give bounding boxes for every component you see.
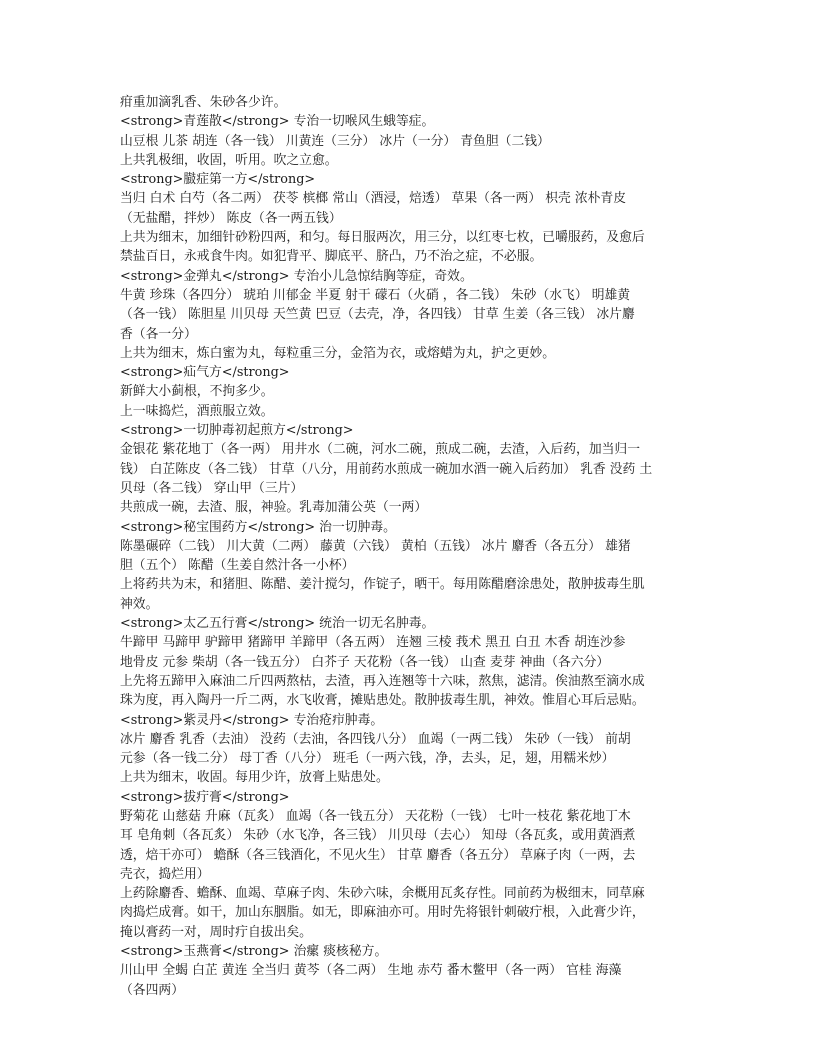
- text-line: <strong>拔疔膏</strong>: [120, 789, 290, 805]
- text-line: 神效。: [120, 596, 159, 612]
- text-line: 元参（各一钱二分） 母丁香（八分） 班毛（一两六钱，净，去头，足，翅，用糯米炒）: [120, 751, 615, 767]
- text-line: 牛蹄甲 马蹄甲 驴蹄甲 猪蹄甲 羊蹄甲（各五两） 连翘 三棱 莪术 黑丑 白丑 木香 胡连沙参: [120, 635, 626, 651]
- text-line: 上药除麝香、蟾酥、血竭、草麻子肉、朱砂六味，余概用瓦炙存性。同前药为极细末，同草麻: [120, 886, 645, 902]
- text-line: 贝母（各二钱） 穿山甲（三片）: [120, 480, 304, 496]
- text-line: <strong>臌症第一方</strong>: [120, 172, 316, 188]
- text-line: 地骨皮 元参 柴胡（各一钱五分） 白芥子 天花粉（各一钱） 山查 麦芽 神曲（各六分）: [120, 654, 610, 670]
- text-line: 牛黄 珍珠（各四分） 琥珀 川郁金 半夏 射干 礞石（火硝 ，各二钱） 朱砂（水飞） 明雄黄: [120, 287, 631, 303]
- text-line: 上共乳极细，收固，听用。吹之立愈。: [120, 152, 338, 168]
- text-line: 新鲜大小蓟根，不拘多少。: [120, 384, 274, 400]
- text-line: 上一味捣烂，酒煎服立效。: [120, 403, 274, 419]
- text-line: 山豆根 儿茶 胡连（各一钱） 川黄连（三分） 冰片（一分） 青鱼胆（二钱）: [120, 133, 550, 149]
- text-line: <strong>太乙五行膏</strong> 统治一切无名肿毒。: [120, 616, 435, 632]
- text-line: <strong>玉燕膏</strong> 治瘰 痰核秘方。: [120, 944, 388, 960]
- text-line: （各一钱） 陈胆星 川贝母 天竺黄 巴豆（去壳，净，各四钱） 甘草 生姜（各三钱） 冰片麝: [120, 307, 635, 323]
- text-line: 金银花 紫花地丁（各一两） 用井水（二碗，河水二碗，煎成二碗，去渣，入后药，加当归一: [120, 442, 641, 458]
- text-line: （无盐醋，拌炒） 陈皮（各一两五钱）: [120, 210, 342, 226]
- text-line: 冰片 麝香 乳香（去油） 没药（去油，各四钱八分） 血竭（一两二钱） 朱砂（一钱） 前胡: [120, 731, 631, 747]
- text-line: 陈墨碾碎（二钱） 川大黄（二两） 藤黄（六钱） 黄柏（五钱） 冰片 麝香（各五分） 雄猪: [120, 538, 631, 554]
- text-line: 钱） 白芷陈皮（各二钱） 甘草（八分，用前药水煎成一碗加水酒一碗入后药加） 乳香 没药 土: [120, 461, 653, 477]
- text-line: 上共为细末，收固。每用少许，放膏上贴患处。: [120, 770, 389, 786]
- text-line: 疳重加滴乳香、朱砂各少许。: [120, 95, 287, 110]
- text-line: 野菊花 山慈菇 升麻（瓦炙） 血竭（各一钱五分） 天花粉（一钱） 七叶一枝花 紫花地丁木: [120, 808, 631, 824]
- text-line: 耳 皂角刺（各瓦炙） 朱砂（水飞净，各三钱） 川贝母（去心） 知母（各瓦炙，或用黄酒煮: [120, 828, 636, 844]
- text-line: 上将药共为末，和猪胆、陈醋、姜汁搅匀，作锭子，晒干。每用陈醋磨涂患处，散肿拔毒生肌: [120, 577, 645, 593]
- text-line: <strong>青莲散</strong> 专治一切喉风生蛾等症。: [120, 114, 435, 130]
- text-line: 掩以膏药一对，周时疔自拔出矣。: [120, 924, 312, 940]
- text-line: 禁盐百日，永戒食牛肉。如犯背平、脚底平、脐凸，乃不治之症，不必服。: [120, 249, 543, 265]
- text-line: 透，焙干亦可） 蟾酥（各三钱酒化，不见火生） 甘草 麝香（各五分） 草麻子肉（一两，去: [120, 847, 636, 863]
- text-line: <strong>秘宝围药方</strong> 治一切肿毒。: [120, 519, 396, 535]
- text-line: <strong>一切肿毒初起煎方</strong>: [120, 423, 354, 439]
- text-line: 川山甲 全蝎 白芷 黄连 全当归 黄芩（各二两） 生地 赤芍 番木鳖甲（各一两） 官桂 海藻: [120, 963, 622, 979]
- text-line: 珠为度，再入陶丹一斤二两，水飞收膏，摊贴患处。散肿拔毒生肌，神效。惟眉心耳后忌贴。: [120, 693, 645, 709]
- text-line: 胆（五个） 陈醋（生姜自然汁各一小杯）: [120, 558, 355, 574]
- text-line: 肉捣烂成膏。如干，加山东胭脂。如无，即麻油亦可。用时先将银针刺破疔根，入此膏少许，: [120, 905, 645, 921]
- text-line: 当归 白术 白芍（各二两） 茯苓 槟榔 常山（酒浸，焙透） 草果（各一两） 枳壳 浓朴青皮: [120, 191, 627, 207]
- text-line: <strong>金弹丸</strong> 专治小儿急惊结胸等症，奇效。: [120, 268, 473, 284]
- text-line: 上共为细末，加细针砂粉四两，和匀。每日服两次，用三分，以红枣七枚，已嚼服药，及愈后: [120, 230, 645, 246]
- text-line: 壳衣，捣烂用）: [120, 866, 210, 882]
- text-line: 上先将五蹄甲入麻油二斤四两熬枯，去渣，再入连翘等十六味，熬焦，滤清。俟油熬至滴水成: [120, 673, 645, 689]
- text-line: 共煎成一碗，去渣、服，神验。乳毒加蒲公英（一两）: [120, 500, 428, 516]
- document-page: [120, 93, 700, 1000]
- text-line: （各四两）: [120, 982, 184, 998]
- text-line: <strong>紫灵丹</strong> 专治疮疖肿毒。: [120, 712, 384, 728]
- text-line: <strong>疝气方</strong>: [120, 365, 290, 381]
- text-line: 香（各一分）: [120, 326, 197, 342]
- text-line: 上共为细末，炼白蜜为丸，每粒重三分，金箔为衣，或熔蜡为丸，护之更妙。: [120, 345, 556, 361]
